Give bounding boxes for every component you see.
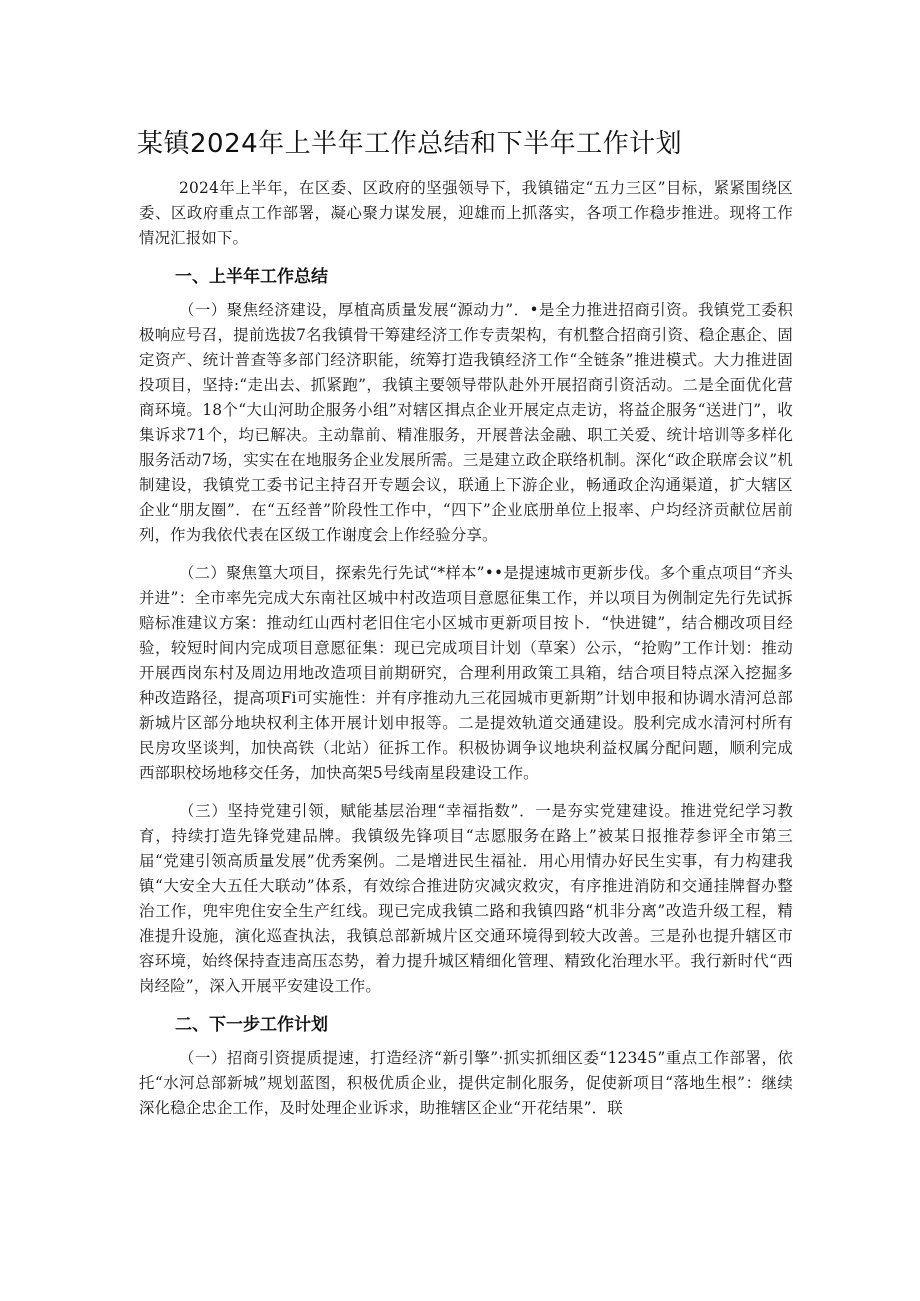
section-heading-summary: 一、上半年工作总结 [175, 267, 328, 287]
summary-paragraph-1: （一）聚焦经济建设，厚植高质量发展“源动力”．•是全力推进招商引资。我镇党工委积极响应号召，提前选拔7名我镇骨干筹建经济工作专责架构，有机整合招商引资、稳企惠企、固定资产、统计普查等多部门经济职能，统筹打造我镇经济工作“全链条”推进模式。大力推进固投项目，坚持:“走出去、抓紧跑”，我镇主要领导带队赴外开展招商引资活动。二是全面优化营商环境。18个“大山河助企服务小组”对辖区揖点企业开展定点走访，将益企服务“送进门”，收集诉求71个，均已解决。主动靠前、精准服务，开展普法金融、职工关爱、统计培训等多样化服务活动7场，实实在在地服务企业发展所需。三是建立政企联络机制。深化“政企联席会议”机制建设，我镇党工委书记主持召开专题会议，联通上下游企业，畅通政企沟通渠道，扩大辖区企业“朋友圈”．在“五经普”阶段性工作中，“四下”企业底册单位上报率、户均经济贡献位居前列，作为我依代表在区级工作谢度会上作经验分享。 [139, 301, 793, 544]
document-body [139, 176, 793, 1121]
document-title: 某镇2024年上半年工作总结和下半年工作计划 [137, 129, 683, 159]
summary-paragraph-3: （三）坚持党建引领，赋能基层治理“幸福指数”．一是夯实党建建设。推进党纪学习教育，持续打造先锋党建品牌。我镇级先锋项目“志愿服务在路上”被某日报推荐参评全市第三届“党建引领高质量发展”优秀案例。二是增进民生福祉．用心用情办好民生实事，有力构建我镇“大安全大五任大联动”体系，有效综合推进防灾减灾救灾，有序推进消防和交通挂牌督办整治工作，兜牢兜住安全生产红线。现已完成我镇二路和我镇四路“机非分离”改造升级工程，精准提升设施，演化巡查执法，我镇总部新城片区交通环境得到较大改善。三是孙也提升辖区市容环境，始终保持查违高压态势，着力提升城区精细化管理、精致化治理水平。我行新时代“西岗经险”，深入开展平安建设工作。 [139, 802, 793, 995]
plan-paragraph-1: （一）招商引资提质提速，打造经济“新引擎”·抓实抓细区委“12345”重点工作部署，依托“水河总部新城”规划蓝图，积极优质企业，提供定制化服务，促使新项目“落地生根”：继续深化稳企忠企工作，及时处理企业诉求，助推辖区企业“开花结果”．联 [139, 1049, 793, 1117]
section-heading-plan: 二、下一步工作计划 [175, 1015, 328, 1035]
summary-paragraph-2: （二）聚焦篁大项目，探索先行先试“*样本”••是提速城市更新步伐。多个重点项目“齐头并进”：全市率先完成大东南社区城中村改造项目意愿征集工作，并以项目为例制定先行先试拆赔标准建议方案：推动红山西村老旧住宅小区城市更新项目按卜．“快进键”，结合棚改项目经验，较短时间内完成项目意愿征集：现已完成项目计划（草案）公示，“抢购”工作计划：推动开展西岗东村及周边用地改造项目前期研究，合理利用政策工具箱，结合项目特点深入挖掘多种改造路径，提高项Fi可实施性：并有序推动九三花园城市更新期”计划申报和协调水清河总部新城片区部分地块权利主体开展计划申报等。二是提效轨道交通建设。股利完成水清河村所有民房攻坚谈判，加快高铁（北站）征拆工作。积极协调争议地块利益权属分配问题，顺利完成西部职校场地移交任务，加快高架5号线南星段建设工作。 [139, 564, 793, 782]
intro-paragraph: 2024年上半年，在区委、区政府的坚强领导下，我镇锚定“五力三区”目标，紧紧围绕区委、区政府重点工作部署，凝心聚力谋发展，迎雄而上抓落实，各项工作稳步推进。现将工作情况汇报如下。 [139, 179, 793, 247]
